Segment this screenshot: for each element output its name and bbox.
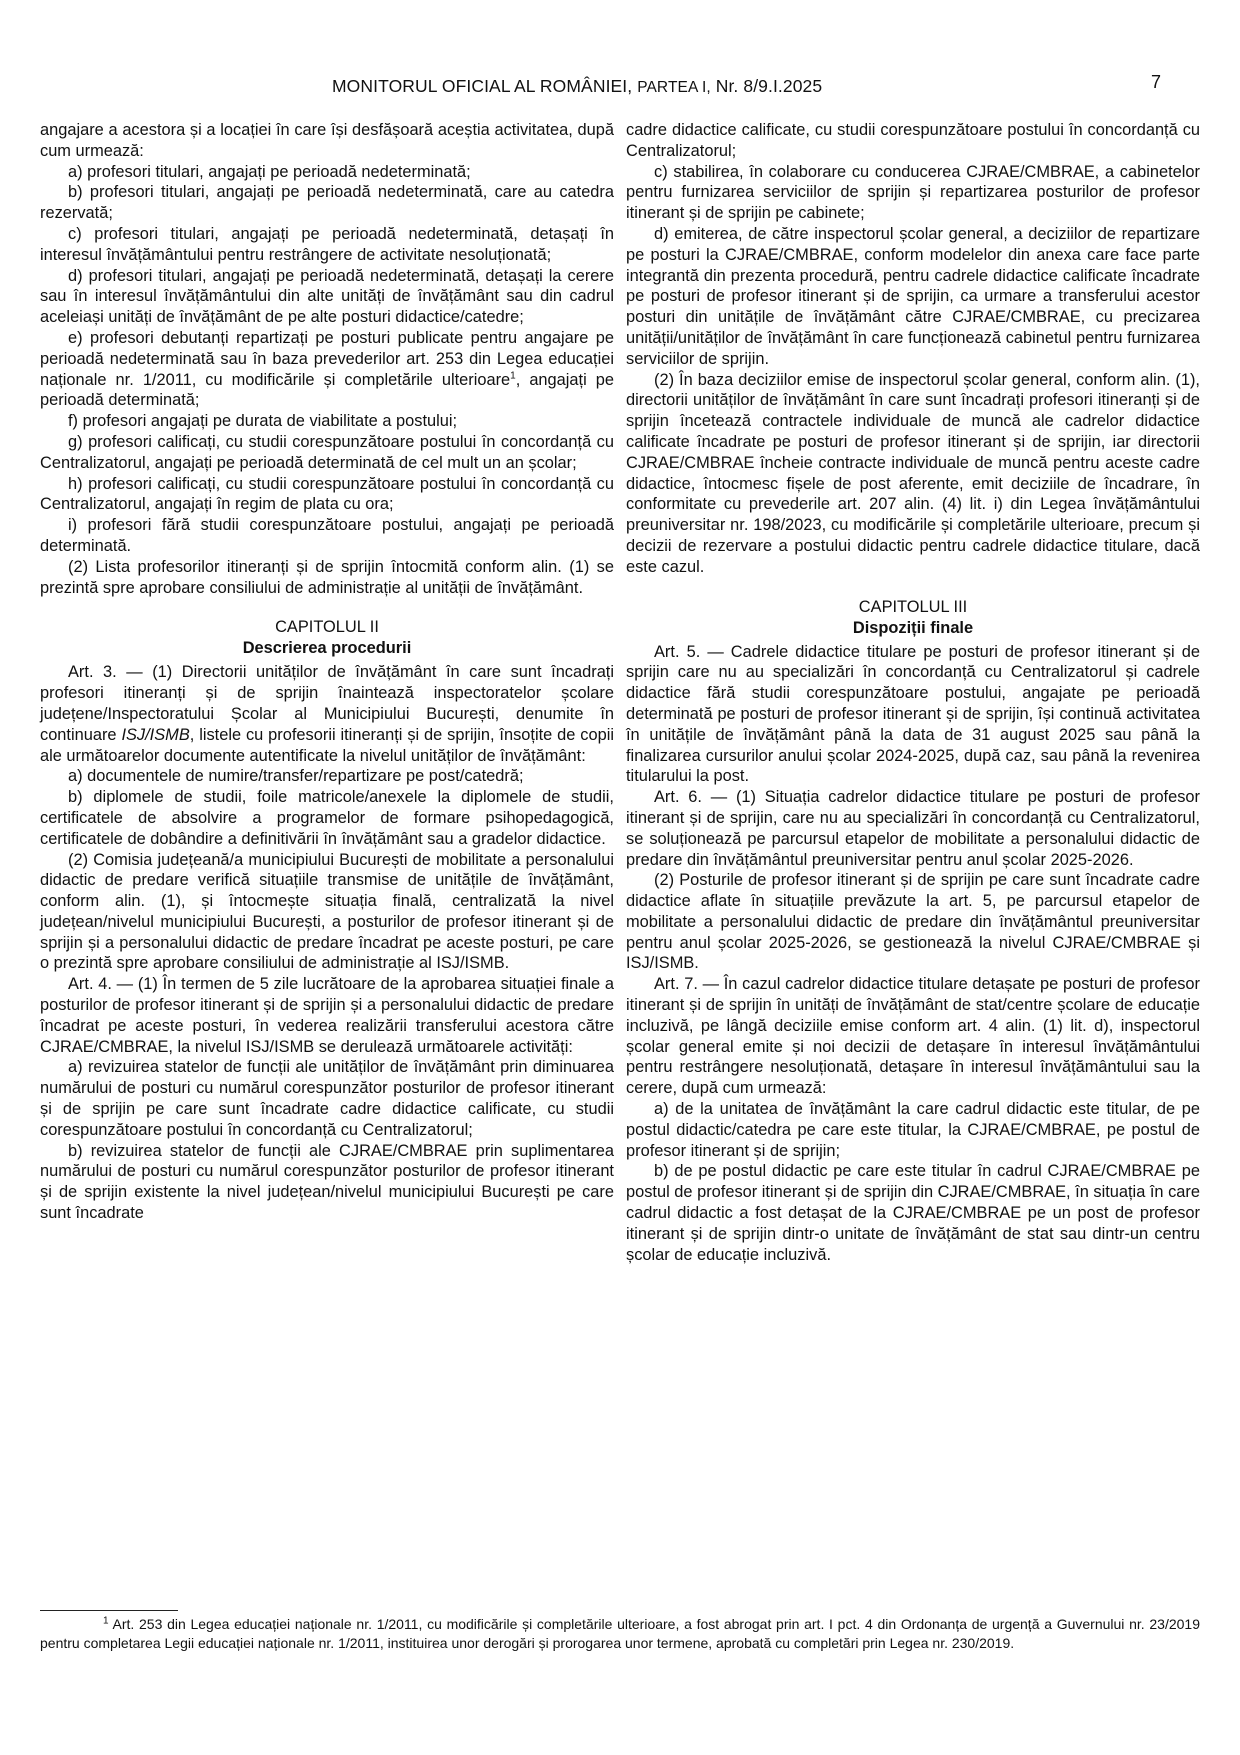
list-item-i: i) profesori fără studii corespunzătoare postului, angajați pe perioadă determinată. (40, 516, 614, 555)
chapter-label: CAPITOLUL II (275, 618, 379, 637)
list-item-b: b) revizuirea statelor de funcții ale CJRAE/CMBRAE prin suplimentarea numărului de posturi cu numărul corespunzător posturilor de profesor itinerant și de sprijin existente la nivel județean/nivelul municipiului București pe care sunt încadrate (40, 1141, 614, 1223)
footnote (40, 1615, 1200, 1652)
list-item-d: d) profesori titulari, angajați pe perioadă nedeterminată, detașați la cerere sau în interesul învățământului din alte unități de învățământ sau din cadrul aceleiași unități de învățământ de pe alte posturi didactice/catedre; (40, 266, 614, 327)
chapter-label: CAPITOLUL III (858, 597, 968, 616)
article-4: Art. 4. — (1) În termen de 5 zile lucrătoare de la aprobarea situației finale a posturilor de profesor itinerant și de sprijin și a personalului didactic de predare încadrat pe aceste posturi, în vederea realizării transferului acestora către CJRAE/CMBRAE, la nivelul ISJ/ISMB se derulează următoarele activități: (40, 975, 614, 1056)
chapter-title: Dispoziții finale (852, 618, 974, 637)
article-3-tail: , listele cu profesorii itineranți și de sprijin, însoțite de copii ale următoarelor documente autentificate la nivelul unităților de învățământ: (40, 725, 614, 765)
list-item-b: b) profesori titulari, angajați pe perioadă nedeterminată, care au catedra rezervată; (40, 183, 614, 223)
article-3-text: Art. 3. — (1) Directorii unităților de învățământ în care sunt încadrați profesori itineranți și de sprijin înaintează inspectoratelor școlare județene/Inspectoratului Școlar al Municipiului București, denumite în continuare (40, 663, 614, 744)
list-item-g: g) profesori calificați, cu studii corespunzătoare postului în concordanță cu Centralizatorul, angajați pe perioadă determinată de cel mult un an școlar; (40, 432, 614, 472)
title-main: MONITORUL OFICIAL AL ROMÂNIEI, (332, 76, 633, 96)
list-item-e (40, 328, 614, 411)
article-6: Art. 6. — (1) Situația cadrelor didactice titulare pe posturi de profesor itinerant și de sprijin, care nu au specializări în concordanță cu Centralizatorul, se soluționează pe parcursul etapelor de mobilitate a personalului didactic de predare din învățământul preuniversitar pentru anul școlar 2025-2026. (626, 788, 1200, 869)
footnote-divider (40, 1610, 178, 1611)
page-number: 7 (1151, 72, 1162, 92)
list-item-c: c) stabilirea, în colaborare cu conducerea CJRAE/CMBRAE, a cabinetelor pentru furnizarea serviciilor de sprijin și repartizarea posturilor de profesor itinerant și de sprijin pe cabinete; (626, 162, 1200, 223)
chapter-heading (626, 597, 1200, 639)
list-item-a: a) revizuirea statelor de funcții ale unităților de învățământ prin diminuarea numărului de posturi cu numărul corespunzător posturilor de profesor itinerant și de sprijin pe care sunt încadrate cadre didactice calificate, cu studii corespunzătoare postului în concordanță cu Centralizatorul; (40, 1058, 614, 1139)
article-7: Art. 7. — În cazul cadrelor didactice titulare detașate pe posturi de profesor itinerant și de sprijin în unități de învățământ de stat/centre școlare de educație incluzivă, pe lângă deciziile emise conform art. 4 alin. (1) lit. d), inspectorul școlar general emite și noi decizii de detașare în interesul învățământului pentru restrângere nesoluționată, detașare în interesul învățământului sau la cerere, după cum urmează: (626, 975, 1200, 1098)
page-header (0, 72, 1240, 102)
paragraph: angajare a acestora și a locației în care își desfășoară aceștia activitatea, după cum urmează: (40, 121, 614, 160)
list-item-b: b) diplomele de studii, foile matricole/anexele la diplomele de studii, certificatele de absolvire a programelor de formare psihopedagogică, certificatele de dobândire a definitivării în învățământ sau a gradelor didactice. (40, 788, 614, 848)
list-item-a: a) profesori titulari, angajați pe perioadă nedeterminată; (68, 162, 471, 181)
list-item-d: d) emiterea, de către inspectorul școlar general, a deciziilor de repartizare pe posturi la CJRAE/CMBRAE, conform modelelor din anexa care face parte integrantă din prezenta procedură, pentru cadrele didactice calificate încadrate pe posturi de profesor itinerant și de sprijin, ca urmare a transferului acestor posturi din unitățile de învățământ către CJRAE/CMBRAE, cu precizarea unității/unităților de învățământ în care funcționează cabinetul pentru furnizarea serviciilor de sprijin. (626, 224, 1200, 368)
list-item-a: a) documentele de numire/transfer/repartizare pe post/catedră; (68, 767, 524, 786)
paragraph: cadre didactice calificate, cu studii corespunzătoare postului în concordanță cu Centralizatorul; (626, 121, 1200, 160)
abbreviation: ISJ/ISMB (121, 725, 190, 744)
list-item-h: h) profesori calificați, cu studii corespunzătoare postului în concordanță cu Centralizatorul, angajați în regim de plata cu ora; (40, 474, 614, 514)
paragraph: (2) În baza deciziilor emise de inspectorul școlar general, conform alin. (1), directorii unităților de învățământ în care sunt încadrați profesori itineranți și de sprijin încetează contractele individuale de muncă ale cadrelor didactice calificate încadrate pe posturi de profesor itinerant și de sprijin, iar directorii CJRAE/CMBRAE încheie contracte individuale de muncă pentru aceste cadre didactice, întocmesc fișele de post aferente, emit deciziile de încadrare, în conformitate cu prevederile art. 207 alin. (4) lit. i) din Legea învățământului preuniversitar nr. 198/2023, cu modificările și completările ulterioare, precum și decizii de rezervare a postului didactic pentru cadrele didactice titulare, dacă este cazul. (626, 370, 1200, 576)
list-item-e-text: e) profesori debutanți repartizați pe posturi publicate pentru angajare pe perioadă nedeterminată sau în baza prevederilor art. 253 din Legea educației naționale nr. 1/2011, cu modificările și completările ulterioare (40, 328, 614, 389)
publication-title (332, 76, 822, 97)
footnote-ref[interactable]: 1 (510, 370, 516, 382)
list-item-a: a) de la unitatea de învățământ la care cadrul didactic este titular, de pe postul didactic/catedra pe care este titular, la CJRAE/CMBRAE, pe postul de profesor itinerant și de sprijin; (626, 1100, 1200, 1160)
article-5: Art. 5. — Cadrele didactice titulare pe posturi de profesor itinerant și de sprijin care nu au specializări în concordanță cu Centralizatorul și cadrele didactice fără studii corespunzătoare postului, angajate pe perioadă determinată pe posturi de profesor itinerant și de sprijin, își continuă activitatea în unitățile de învățământ până la data de 31 august 2025 sau până la finalizarea cursurilor anului școlar 2024-2025, după caz, sau până la revenirea titularului la post. (626, 642, 1200, 786)
paragraph: (2) Lista profesorilor itineranți și de sprijin întocmită conform alin. (1) se prezintă spre aprobare consiliului de administrație al unității de învățământ. (40, 557, 614, 597)
footnote-text: Art. 253 din Legea educației naționale nr. 1/2011, cu modificările și completările ulterioare, a fost abrogat prin art. I pct. 4 din Ordonanța de urgență a Guvernului nr. 23/2019 pentru completarea Legii educației naționale nr. 1/2011, instituirea unor derogări și prorogarea unor termene, aprobată cu completări prin Legea nr. 230/2019. (40, 1616, 1200, 1651)
paragraph: (2) Comisia județeană/a municipiului București de mobilitate a personalului didactic de predare verifică situațiile transmise de unitățile de învățământ, conform alin. (1), și întocmește situația finală, centralizată la nivel județean/nivelul municipiului București, a posturilor de profesor itinerant și de sprijin și a personalului didactic de predare încadrat pe aceste posturi, pe care o prezintă spre aprobare consiliului de administrație al ISJ/ISMB. (40, 850, 614, 973)
title-issue: Nr. 8/9.I.2025 (715, 76, 823, 96)
title-part: PARTEA I, (637, 79, 711, 96)
chapter-title: Descrierea procedurii (242, 639, 412, 658)
paragraph: (2) Posturile de profesor itinerant și de sprijin pe care sunt încadrate cadre didactice aflate în situațiile prevăzute la art. 5, pe parcursul etapelor de mobilitate a personalului didactic de predare din învățământul preuniversitar pentru anul școlar 2025-2026, se gestionează la nivelul CJRAE/CMBRAE și ISJ/ISMB. (626, 871, 1200, 973)
article-3 (40, 662, 614, 766)
left-column (40, 120, 614, 1224)
chapter-heading (40, 617, 614, 659)
footnote-marker: 1 (103, 1615, 109, 1627)
list-item-c: c) profesori titulari, angajați pe perioadă nedeterminată, detașați în interesul învățământului pentru restrângere de activitate nesoluționată; (40, 224, 614, 264)
list-item-f: f) profesori angajați pe durata de viabilitate a postului; (68, 412, 458, 431)
list-item-e-tail: , angajați pe perioadă determinată; (40, 370, 614, 410)
list-item-b: b) de pe postul didactic pe care este titular în cadrul CJRAE/CMBRAE pe postul de profesor itinerant și de sprijin din CJRAE/CMBRAE, în situația în care cadrul didactic a fost detașat de la CJRAE/CMBRAE pe un post de profesor itinerant și de sprijin dintr-o unitate de învățământ de stat sau dintr-un centru școlar de educație incluzivă. (626, 1162, 1200, 1264)
right-column (626, 120, 1200, 1265)
